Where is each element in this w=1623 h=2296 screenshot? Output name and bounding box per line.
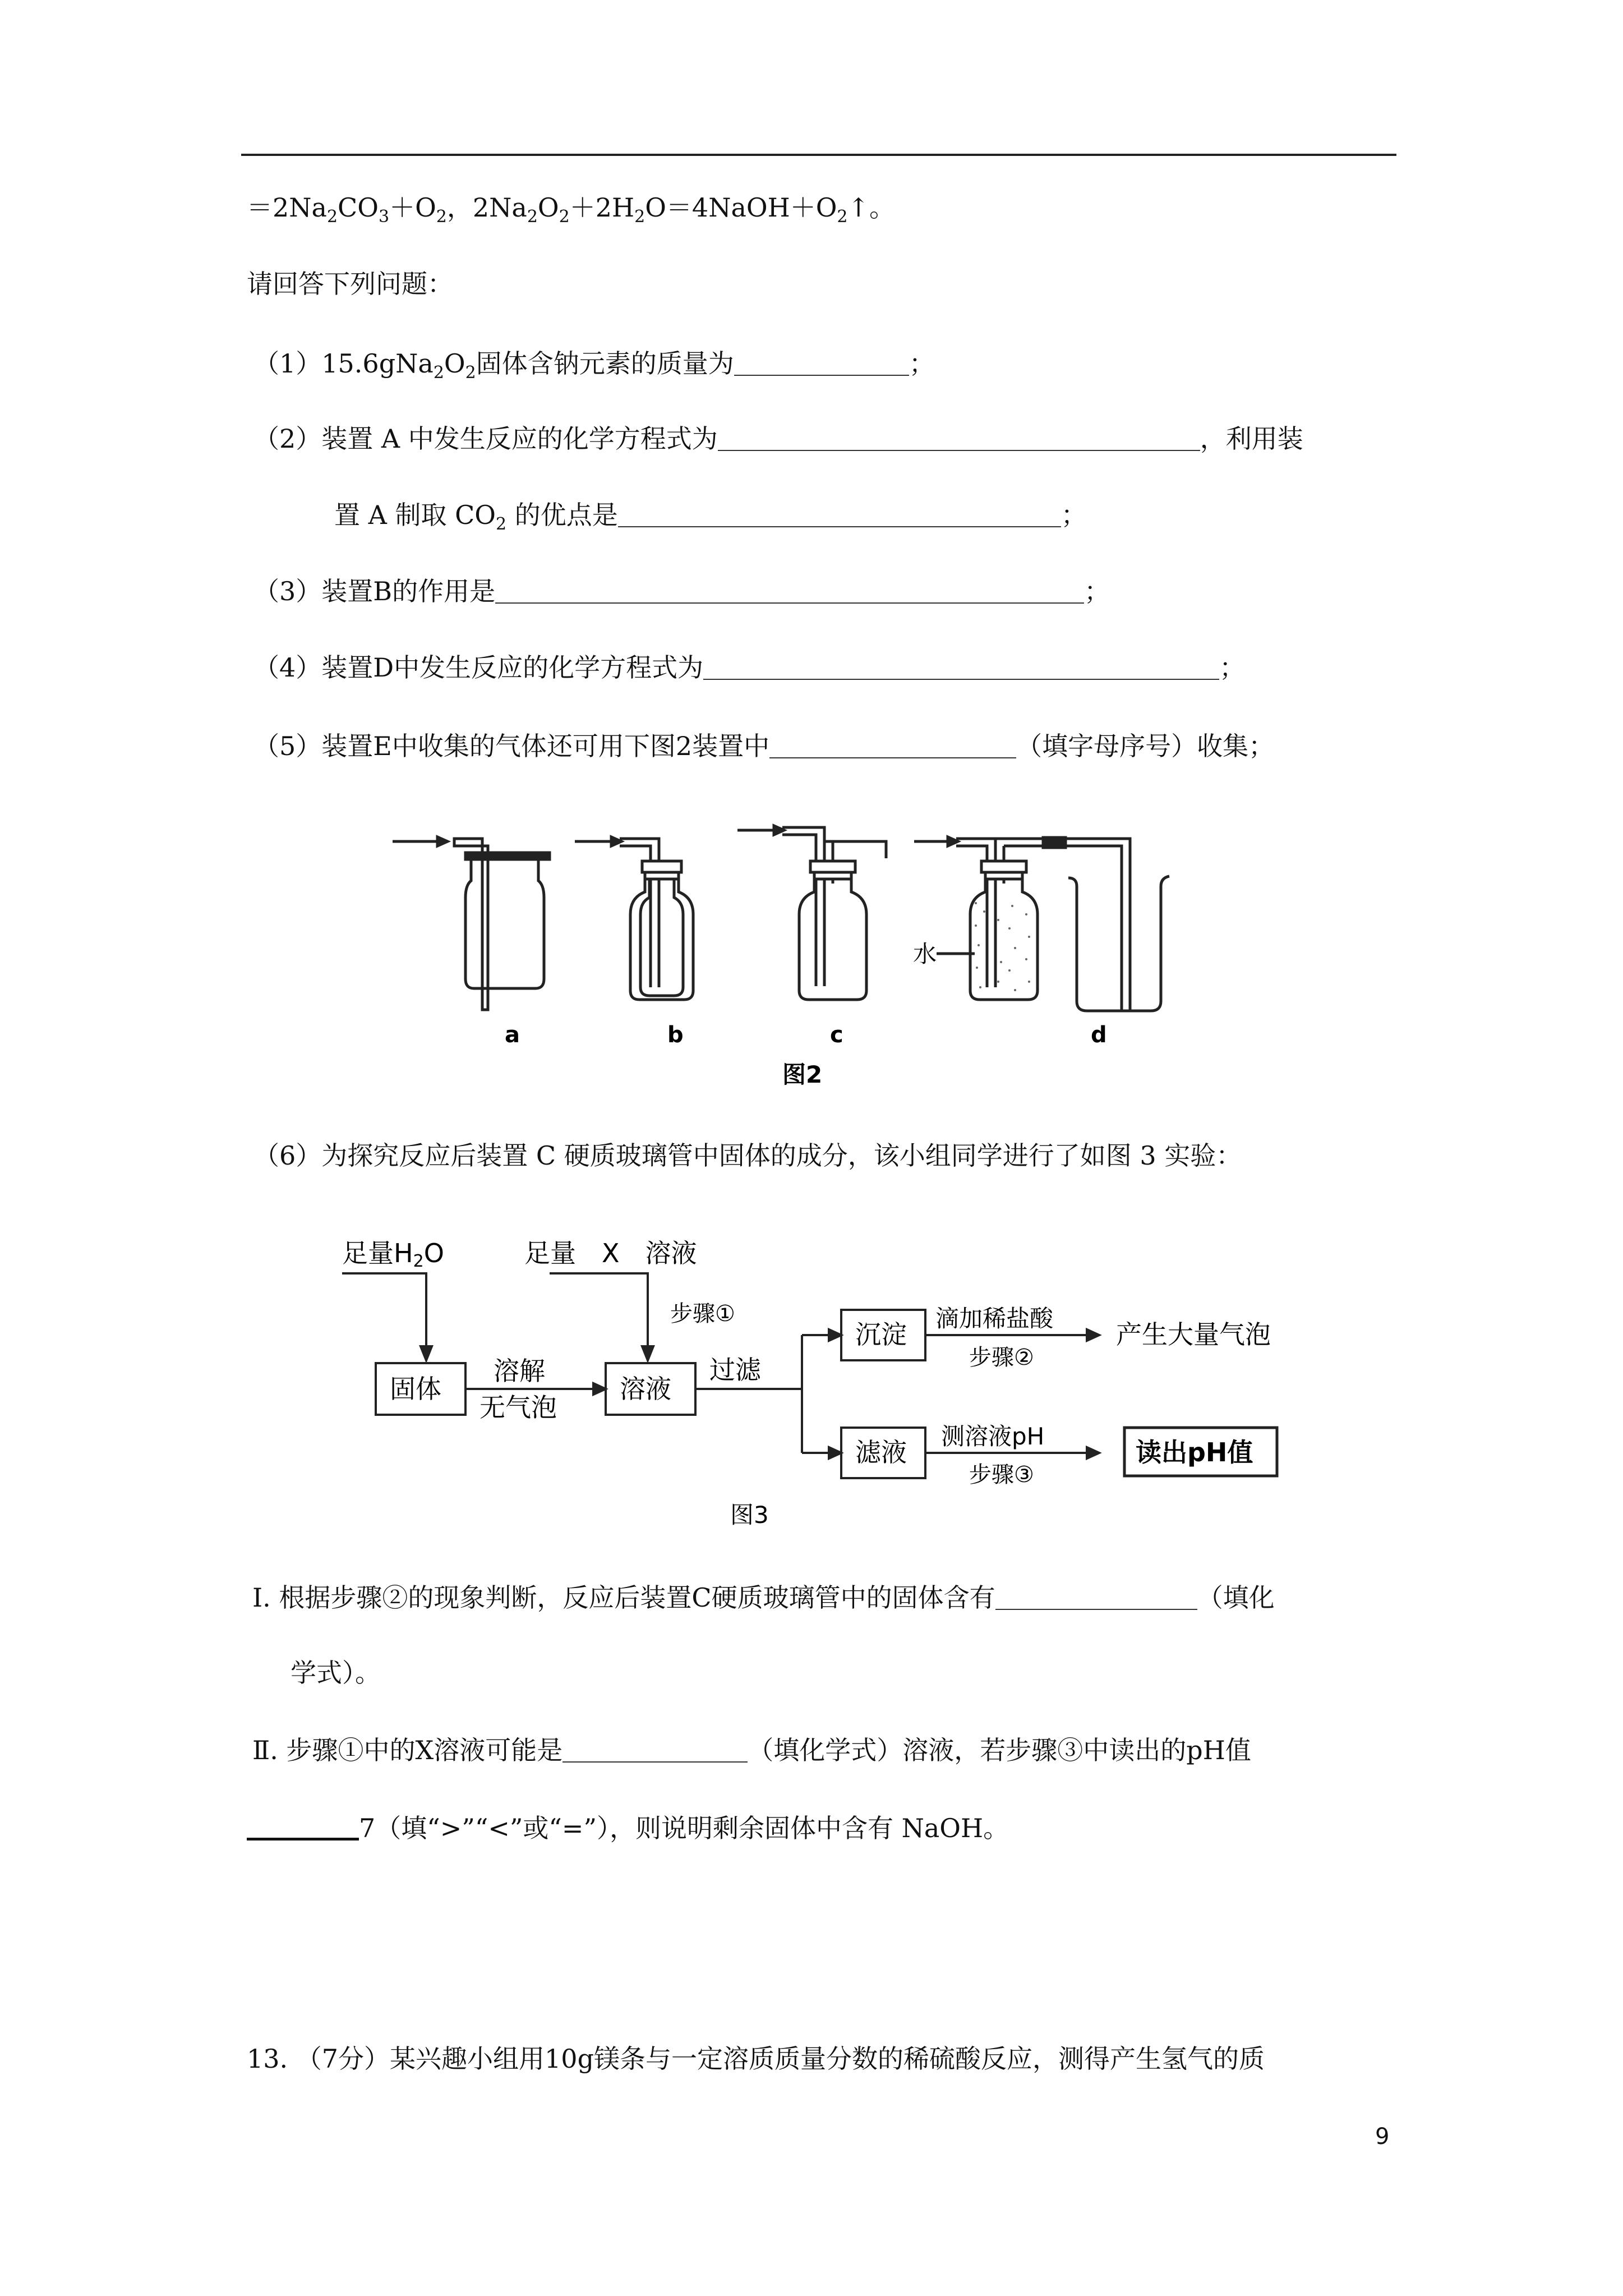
label-c: c — [830, 1022, 843, 1048]
part-ii: Ⅱ. 步骤①中的X溶液可能是 （填化学式）溶液，若步骤③中读出的pH值 — [252, 1733, 1251, 1767]
answer-blank-1[interactable] — [734, 347, 909, 376]
part-i: Ⅰ. 根据步骤②的现象判断，反应后装置C硬质玻璃管中的固体含有 （填化 — [252, 1581, 1275, 1614]
question-6: （6）为探究反应后装置 C 硬质玻璃管中固体的成分，该小组同学进行了如图 3 实验： — [253, 1140, 1242, 1171]
part-ii-continued: 7（填“>”“<”或“=”），则说明剩余固体中含有 NaOH。 — [247, 1810, 1009, 1845]
step-1: 步骤① — [670, 1301, 735, 1327]
step-3: 步骤③ — [969, 1462, 1034, 1488]
question-13: 13. （7分）某兴趣小组用10g镁条与一定溶质质量分数的稀硫酸反应，测得产生氢气的质 — [247, 2044, 1265, 2074]
question-2-continued: 置 A 制取 $CO_2$ 的优点是 ； — [334, 498, 1087, 532]
step-2: 步骤② — [969, 1345, 1034, 1370]
apparatus-a — [393, 837, 550, 1010]
figure-2-gas-collection — [381, 808, 1256, 1099]
question-4: （4）装置D中发生反应的化学方程式为 ； — [253, 651, 1245, 684]
read-ph-label: 读出pH值 — [1136, 1437, 1253, 1467]
header-rule — [241, 154, 1396, 156]
apparatus-c — [737, 826, 886, 1000]
figure-2-caption: 图2 — [782, 1061, 823, 1088]
precipitate-label: 沉淀 — [855, 1319, 907, 1350]
equation-line: $=2Na_2CO_3+O_2$，$2Na_2O_2+2H_2O=4NaOH+O_2↑$。 — [247, 192, 896, 227]
intro-text: 请回答下列问题： — [247, 269, 453, 299]
solid-label: 固体 — [390, 1374, 441, 1404]
apparatus-d — [914, 837, 1169, 1011]
answer-blank-3[interactable] — [495, 574, 1084, 604]
x-solution-input: 足量 X 溶液 — [524, 1238, 697, 1268]
answer-blank-2b[interactable] — [618, 498, 1061, 527]
answer-blank-ii-a[interactable] — [562, 1733, 748, 1763]
question-2: （2）装置 A 中发生反应的化学方程式为 ，利用装 — [253, 422, 1303, 455]
question-5: （5）装置E中收集的气体还可用下图2装置中 （填字母序号）收集； — [253, 729, 1274, 763]
label-d: d — [1091, 1022, 1107, 1048]
question-1: $(1)15.6gNa_2O_2$固体含钠元素的质量为 ； — [253, 347, 935, 380]
question-3: （3）装置B的作用是 ； — [253, 574, 1110, 608]
figure-3-flowchart — [325, 1223, 1312, 1537]
answer-blank-5[interactable] — [769, 729, 1016, 758]
solution-label: 溶液 — [620, 1374, 671, 1404]
answer-blank-i[interactable] — [995, 1581, 1197, 1610]
filter-label: 过滤 — [709, 1355, 761, 1385]
water-label: 水 — [913, 940, 937, 968]
apparatus-b — [575, 837, 693, 1000]
label-a: a — [505, 1022, 520, 1048]
add-hcl-label: 滴加稀盐酸 — [935, 1305, 1054, 1332]
dissolve-label: 溶解 — [494, 1356, 545, 1386]
bubbles-label: 产生大量气泡 — [1116, 1319, 1271, 1350]
part-i-continued: 学式）。 — [291, 1658, 381, 1688]
answer-blank-4[interactable] — [703, 651, 1219, 680]
no-bubble-label: 无气泡 — [479, 1392, 557, 1423]
label-b: b — [667, 1022, 684, 1048]
page-number: 9 — [1375, 2124, 1390, 2150]
measure-ph-label: 测溶液pH — [941, 1423, 1045, 1450]
filtrate-label: 滤液 — [855, 1437, 907, 1467]
answer-blank-ii-b[interactable] — [247, 1810, 359, 1841]
answer-blank-2a[interactable] — [718, 422, 1200, 451]
water-input: 足量H2O — [342, 1238, 444, 1271]
figure-3-caption: 图3 — [730, 1501, 769, 1529]
